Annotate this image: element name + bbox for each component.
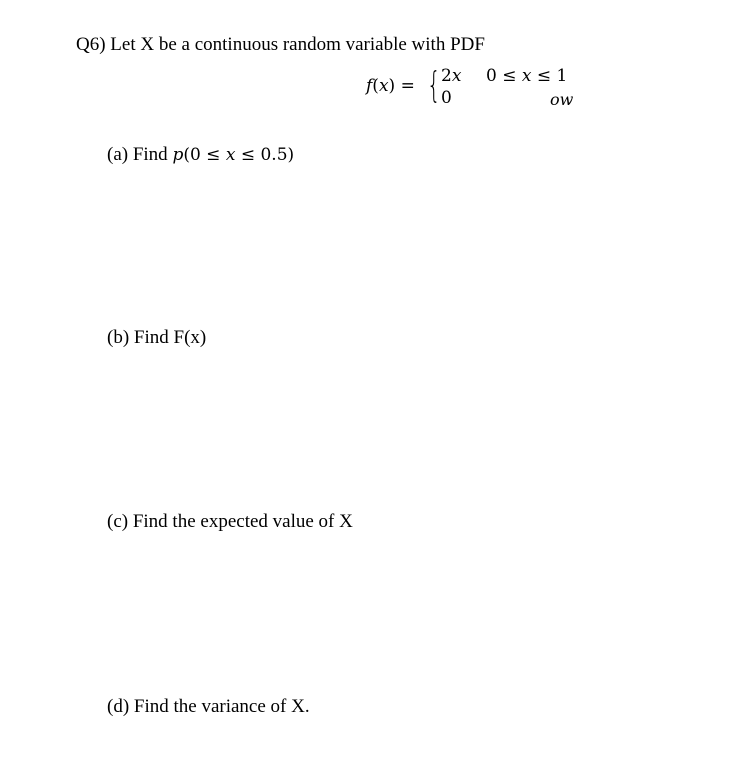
- formula-equals: =: [395, 76, 415, 96]
- case1-cond-var: x: [521, 66, 532, 86]
- formula-case1-condition: [486, 66, 567, 86]
- case1-cond-left: 0 ≤: [486, 66, 522, 86]
- part-a-p: p: [172, 145, 184, 165]
- part-a-prefix: (a) Find: [107, 144, 173, 165]
- part-a-open: (0 ≤: [183, 145, 226, 165]
- part-a-x: x: [225, 145, 236, 165]
- pdf-formula: [366, 64, 586, 116]
- case1-var: x: [451, 66, 462, 86]
- formula-var: x: [378, 76, 389, 96]
- part-a: [107, 143, 294, 167]
- formula-brace: {: [427, 65, 441, 106]
- formula-case2-condition: ow: [550, 90, 574, 109]
- formula-close-paren: ): [388, 76, 396, 96]
- question-title: Q6) Let X be a continuous random variable with PDF: [76, 34, 485, 55]
- formula-func: f: [366, 76, 373, 96]
- case1-num: 2: [441, 66, 452, 86]
- formula-lhs: [366, 76, 415, 96]
- formula-case2-value: 0: [441, 88, 452, 108]
- part-a-expression: [172, 145, 294, 165]
- part-a-close: ≤ 0.5): [235, 145, 295, 165]
- formula-open-paren: (: [372, 76, 379, 96]
- part-b: (b) Find F(x): [107, 327, 207, 348]
- part-d: (d) Find the variance of X.: [107, 696, 310, 717]
- case1-cond-right: ≤ 1: [531, 66, 568, 86]
- formula-case1-value: [441, 66, 461, 86]
- part-c: (c) Find the expected value of X: [107, 511, 353, 532]
